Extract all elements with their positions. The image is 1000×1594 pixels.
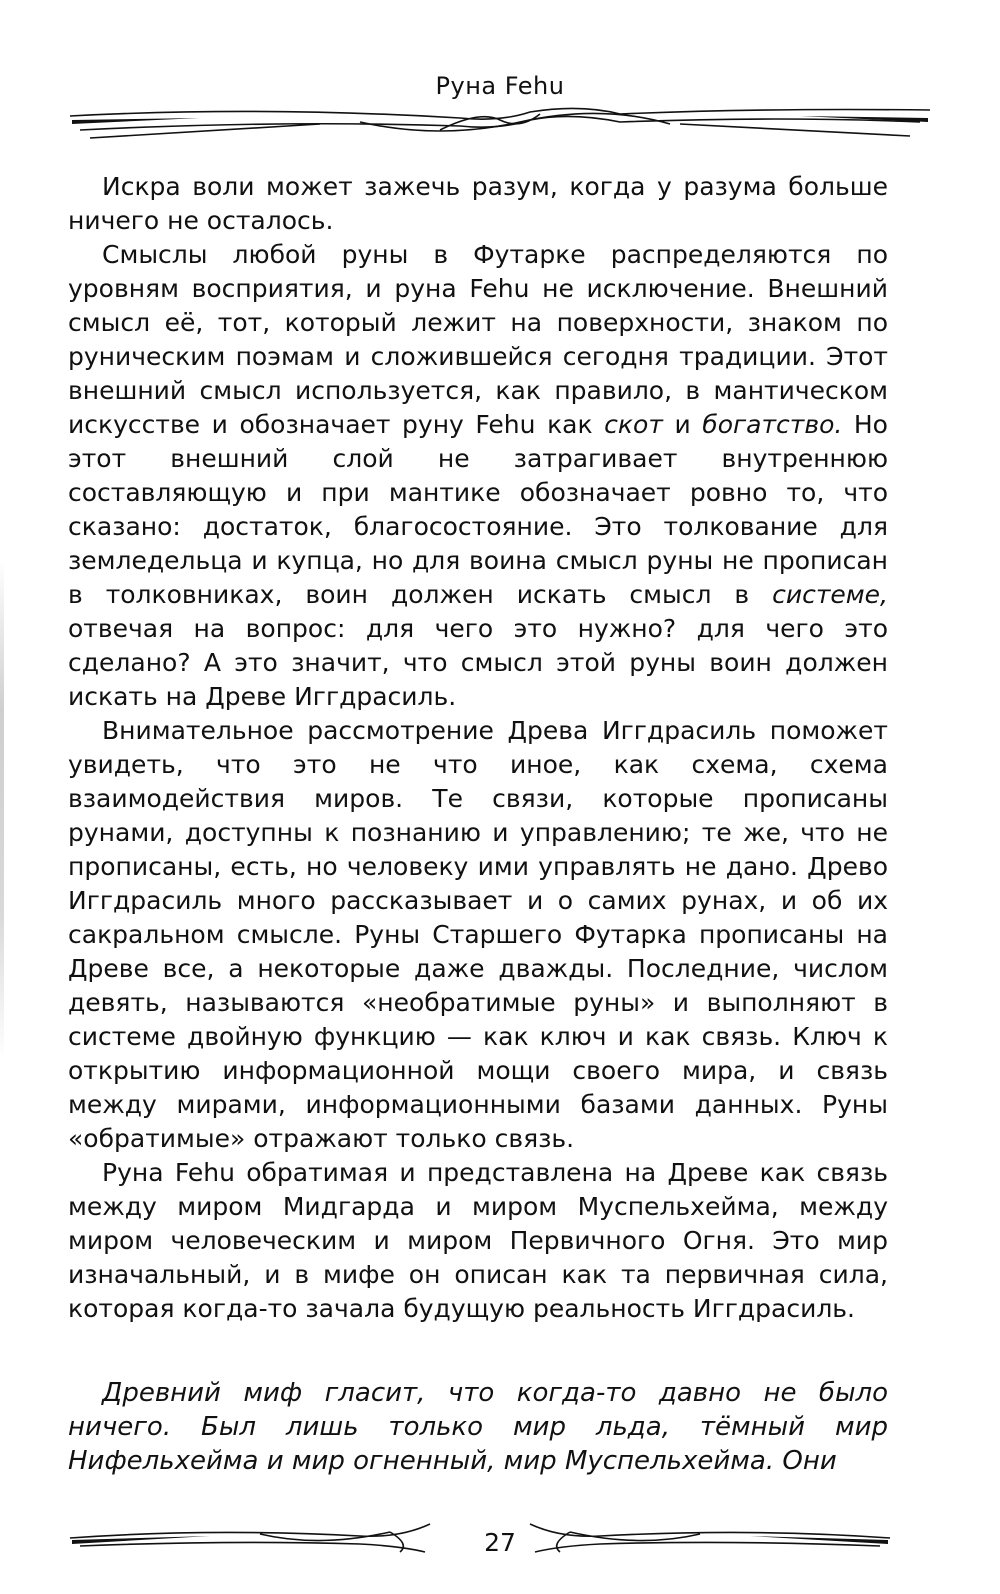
body-text [68,170,888,1326]
paragraph-4: Руна Fehu обратимая и представлена на Древе как связь между миром Мидгарда и миром Муспельхейма, между миром человеческим и миром Первичного Огня. Это мир изначальный, и в мифе он описан как та первичная сила, которая когда-то зачала будущую реальность Иггдрасиль. [68,1158,888,1323]
italic-sisteme: системе, [772,580,888,609]
header-ornament [60,100,940,146]
italic-bogatstvo: богатство. [702,410,843,439]
paragraph-3: Внимательное рассмотрение Древа Иггдрасиль поможет увидеть, что это не что иное, как схема, схема взаимодействия миров. Те связи, которые прописаны рунами, доступны к познанию и управлению; те же, что не прописаны, есть, но человеку ими управлять не дано. Древо Иггдрасиль много рассказывает и о самих рунах, и об их сакральном смысле. Руны Старшего Футарка прописаны на Древе все, а некоторые даже дважды. Последние, числом девять, называются «необратимые руны» и выполняют в системе двойную функцию — как ключ и как связь. Ключ к открытию информационной мощи своего мира, и связь между мирами, информационными базами данных. Руны «обратимые» отражают только связь. [68,716,888,1153]
footer-ornament-right [520,1514,900,1558]
page-number: 27 [484,1528,516,1557]
page-edge-shadow [0,560,4,1060]
paragraph-2: Смыслы любой руны в Футарке распределяются по уровням восприятия, и руна Fehu не исключение. Внешний смысл её, тот, который лежит на поверхности, знаком по руническим поэмам и сложившейся сегодня традиции. Этот внешний смысл используется, как правило, в мантическом искусстве и обозначает руну Fehu как скот и богатство. Но этот внешний слой не затрагивает внутреннюю составляющую и при мантике обозначает ровно то, что сказано: достаток, благосостояние. Это толкование для земледельца и купца, но для воина смысл руны не прописан в толковниках, воин должен искать смысл в системе, отвечая на вопрос: для чего это нужно? для чего это сделано? А это значит, что смысл этой руны воин должен искать на Древе Иггдрасиль. [68,240,888,711]
running-header-title: Руна Fehu [435,72,565,100]
italic-skot: скот [604,410,663,439]
paragraph-1: Искра воли может зажечь разум, когда у разума больше ничего не осталось. [68,172,888,235]
myth-paragraph: Древний миф гласит, что когда-то давно не было ничего. Был лишь только мир льда, тёмный мир Нифельхейма и мир огненный, мир Муспельхейма. Они [68,1378,888,1476]
